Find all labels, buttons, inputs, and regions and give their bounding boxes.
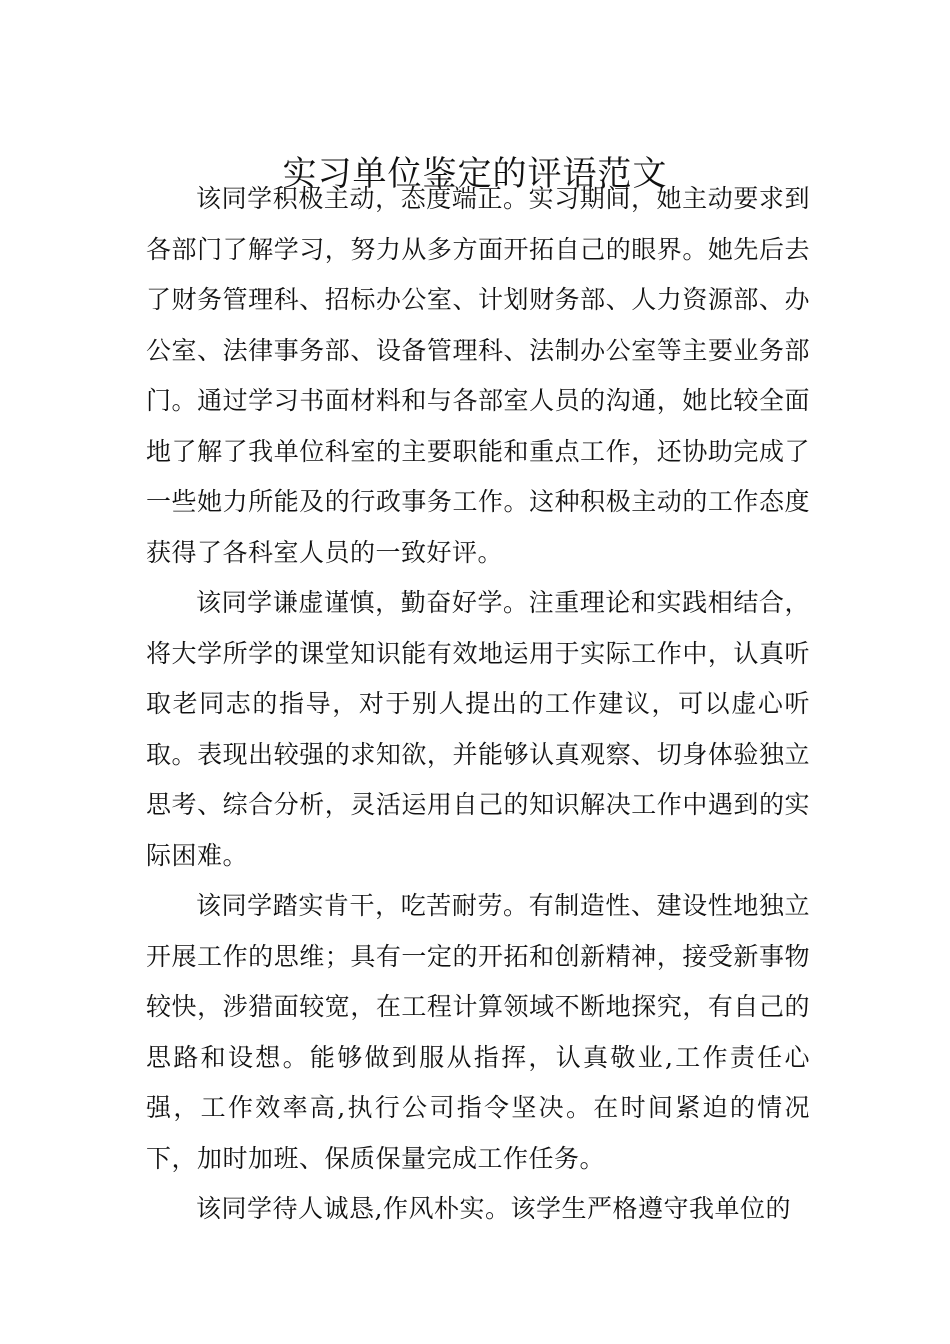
document-title: 实习单位鉴定的评语范文 xyxy=(282,153,668,194)
document-body xyxy=(146,174,810,1235)
paragraph-initiative: 该同学积极主动，态度端正。实习期间，她主动要求到各部门了解学习，努力从多方面开拓自己的眼界。她先后去了财务管理科、招标办公室、计划财务部、人力资源部、办公室、法律事务部、设备管理科、法制办公室等主要业务部门。通过学习书面材料和与各部室人员的沟通，她比较全面地了解了我单位科室的主要职能和重点工作，还协助完成了一些她力所能及的行政事务工作。这种积极主动的工作态度获得了各科室人员的一致好评。 xyxy=(146,184,810,567)
paragraph-sincerity: 该同学待人诚恳,作风朴实。该学生严格遵守我单位的 xyxy=(196,1194,791,1223)
paragraph-hardworking: 该同学踏实肯干，吃苦耐劳。有制造性、建设性地独立开展工作的思维；具有一定的开拓和创新精神，接受新事物较快，涉猎面较宽，在工程计算领域不断地探究，有自己的思路和设想。能够做到服从指挥，认真敬业,工作责任心强，工作效率高,执行公司指令坚决。在时间紧迫的情况下，加时加班、保质保量完成工作任务。 xyxy=(146,891,810,1173)
paragraph-diligence: 该同学谦虚谨慎，勤奋好学。注重理论和实践相结合，将大学所学的课堂知识能有效地运用于实际工作中，认真听取老同志的指导，对于别人提出的工作建议，可以虚心听取。表现出较强的求知欲，并能够认真观察、切身体验独立思考、综合分析，灵活运用自己的知识解决工作中遇到的实际困难。 xyxy=(146,588,810,870)
